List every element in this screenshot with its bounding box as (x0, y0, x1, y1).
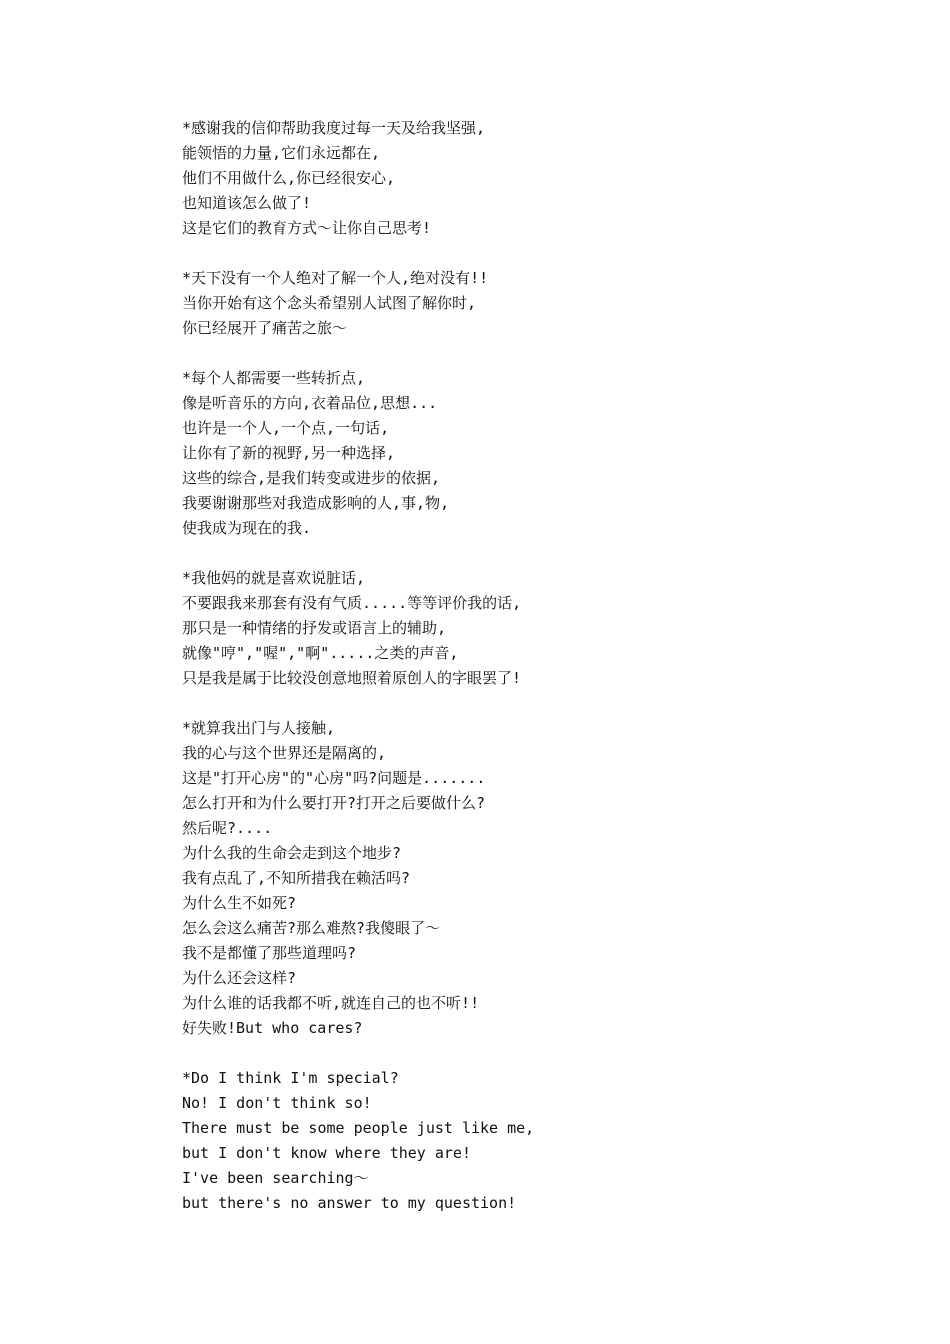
text-line: 只是我是属于比较没创意地照着原创人的字眼罢了! (182, 669, 522, 687)
text-line: *天下没有一个人绝对了解一个人,绝对没有!! (182, 269, 489, 287)
text-line: 为什么生不如死? (182, 894, 297, 912)
stanza-turning-points (182, 366, 882, 541)
text-line: *我他妈的就是喜欢说脏话, (182, 569, 366, 587)
text-line: 怎么打开和为什么要打开?打开之后要做什么? (182, 794, 486, 812)
text-line: 我有点乱了,不知所措我在赖活吗? (182, 869, 411, 887)
text-line: but there's no answer to my question! (182, 1194, 517, 1212)
text-line: 他们不用做什么,你已经很安心, (182, 169, 396, 187)
text-line: 也知道该怎么做了! (182, 194, 312, 212)
text-line: 为什么我的生命会走到这个地步? (182, 844, 402, 862)
text-line: 我要谢谢那些对我造成影响的人,事,物, (182, 494, 450, 512)
text-line: 你已经展开了痛苦之旅～ (182, 319, 348, 337)
text-line: *就算我出门与人接触, (182, 719, 336, 737)
text-line: 这是"打开心房"的"心房"吗?问题是....... (182, 769, 486, 787)
text-line: 那只是一种情绪的抒发或语言上的辅助, (182, 619, 447, 637)
text-line: 好失败!But who cares? (182, 1019, 363, 1037)
text-line: 当你开始有这个念头希望别人试图了解你时, (182, 294, 477, 312)
stanza-isolation (182, 716, 882, 1041)
text-line: I've been searching～ (182, 1169, 369, 1187)
text-line: 我的心与这个世界还是隔离的, (182, 744, 387, 762)
text-line: *每个人都需要一些转折点, (182, 369, 366, 387)
text-line: 让你有了新的视野,另一种选择, (182, 444, 396, 462)
text-line: 这些的综合,是我们转变或进步的依据, (182, 469, 441, 487)
document-body (182, 116, 882, 1241)
text-line: but I don't know where they are! (182, 1144, 471, 1162)
text-line: 就像"哼","喔","啊".....之类的声音, (182, 644, 459, 662)
text-line: There must be some people just like me, (182, 1119, 535, 1137)
text-line: *Do I think I'm special? (182, 1069, 399, 1087)
text-line: 能领悟的力量,它们永远都在, (182, 144, 381, 162)
text-line: 为什么谁的话我都不听,就连自己的也不听!! (182, 994, 480, 1012)
stanza-swearing (182, 566, 882, 691)
text-line: No! I don't think so! (182, 1094, 372, 1112)
stanza-understanding (182, 266, 882, 341)
stanza-gratitude (182, 116, 882, 241)
text-line: 像是听音乐的方向,衣着品位,思想... (182, 394, 438, 412)
stanza-special (182, 1066, 882, 1216)
text-line: 不要跟我来那套有没有气质.....等等评价我的话, (182, 594, 522, 612)
text-line: *感谢我的信仰帮助我度过每一天及给我坚强, (182, 119, 486, 137)
text-line: 使我成为现在的我. (182, 519, 312, 537)
text-line: 怎么会这么痛苦?那么难熬?我傻眼了～ (182, 919, 441, 937)
text-line: 然后呢?.... (182, 819, 273, 837)
text-line: 也许是一个人,一个点,一句话, (182, 419, 390, 437)
text-line: 这是它们的教育方式～让你自己思考! (182, 219, 432, 237)
text-line: 我不是都懂了那些道理吗? (182, 944, 357, 962)
text-line: 为什么还会这样? (182, 969, 297, 987)
